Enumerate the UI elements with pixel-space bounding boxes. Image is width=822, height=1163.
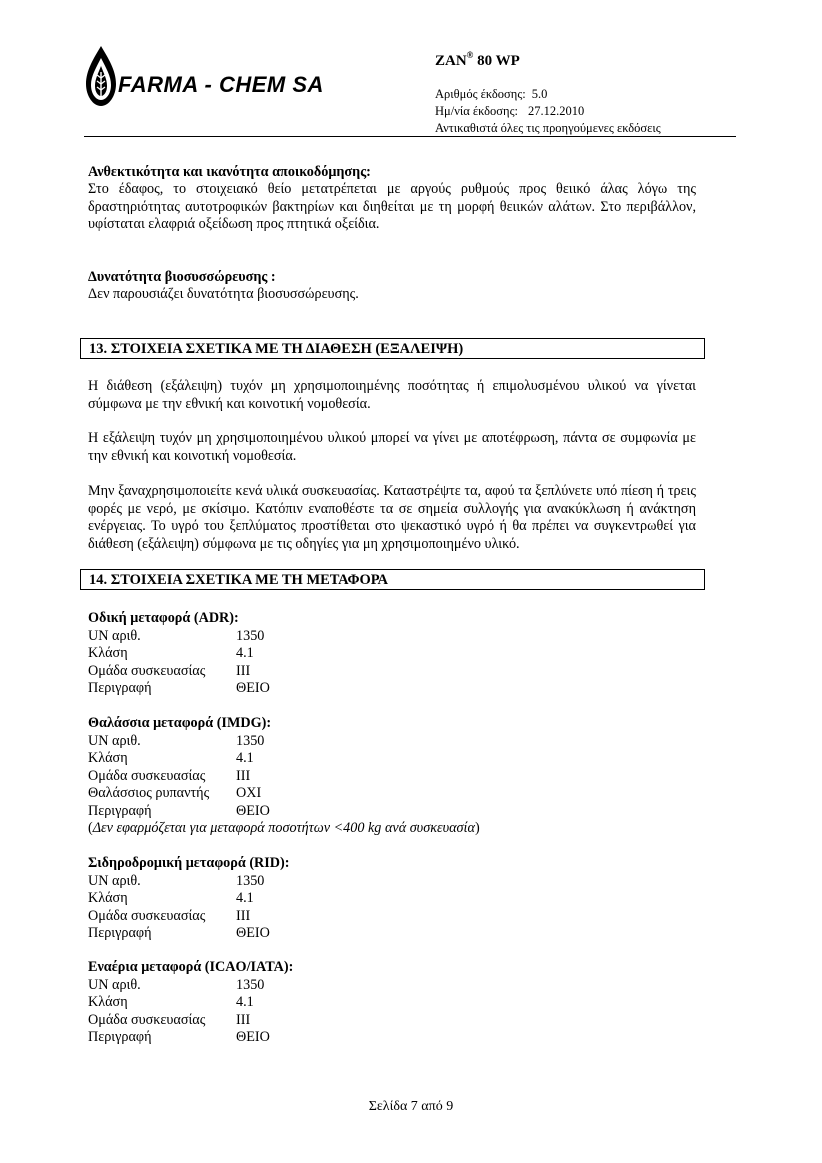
- kv-value: ΘΕΙΟ: [236, 802, 270, 819]
- kv-value: 1350: [236, 976, 265, 993]
- section-13-para-1: Η διάθεση (εξάλειψη) τυχόν μη χρησιμοποιημένης ποσότητας ή επιμολυσμένου υλικού να γίνεται σύμφωνα με την εθνική και κοινοτική νομοθεσία.: [88, 378, 696, 412]
- edition-line: [435, 87, 547, 102]
- road-transport-title: Οδική μεταφορά (ADR):: [88, 610, 239, 626]
- kv-row: [88, 663, 270, 681]
- kv-value: ΘΕΙΟ: [236, 1029, 270, 1045]
- kv-row: [88, 785, 480, 803]
- product-suffix: 80 WP: [477, 53, 520, 69]
- kv-value: 4.1: [236, 890, 254, 906]
- date-line: [435, 104, 584, 119]
- air-transport-title: Εναέρια μεταφορά (ICAO/IATA):: [88, 959, 294, 975]
- company-logo: [84, 42, 344, 112]
- kv-key: Περιγραφή: [88, 680, 152, 696]
- kv-row: [88, 803, 480, 821]
- kv-key: Ομάδα συσκευασίας: [88, 907, 206, 924]
- date-label: Ημ/νία έκδοσης:: [435, 104, 519, 118]
- kv-key: UN αριθ.: [88, 872, 141, 889]
- air-transport: [88, 959, 293, 1047]
- kv-row: [88, 1029, 293, 1047]
- rail-transport-title: Σιδηροδρομική μεταφορά (RID):: [88, 855, 290, 871]
- kv-key: Περιγραφή: [88, 1029, 152, 1045]
- kv-value: III: [236, 1011, 251, 1028]
- kv-value: 4.1: [236, 645, 254, 661]
- kv-key: Κλάση: [88, 645, 128, 661]
- kv-row: [88, 994, 293, 1012]
- kv-value: III: [236, 767, 251, 784]
- degradability-text: Στο έδαφος, το στοιχειακό θείο μετατρέπεται με αργούς ρυθμούς προς θειικό άλας λόγω της δραστηριότητας αυτοτροφικών βακτηρίων και διηθείται με τη μορφή θειικών αλάτων. Στο περιβάλλον, υφίσταται ελαφριά οξείδωση προς πτητικά οξείδια.: [88, 181, 696, 232]
- degradability-heading: Ανθεκτικότητα και ικανότητα αποικοδόμησης:: [88, 164, 371, 180]
- kv-key: Ομάδα συσκευασίας: [88, 767, 206, 784]
- sea-transport: [88, 715, 480, 838]
- edition-value: 5.0: [531, 87, 548, 101]
- kv-key: Περιγραφή: [88, 802, 152, 819]
- logo-text: FARMA - CHEM SA: [118, 72, 324, 97]
- bioaccumulation-text: Δεν παρουσιάζει δυνατότητα βιοσυσσώρευσης.: [88, 286, 359, 302]
- flame-drop-icon: [84, 44, 118, 110]
- rail-transport: [88, 855, 290, 943]
- kv-key: Θαλάσσιος ρυπαντής: [88, 785, 210, 801]
- kv-value: 4.1: [236, 750, 254, 766]
- section-13-para-3: Μην ξαναχρησιμοποιείτε κενά υλικά συσκευασίας. Καταστρέψτε τα, αφού τα ξεπλύνετε υπό πίεση ή τρεις φορές με νερό, με σκίσιμο. Κατόπιν εναποθέστε τα σε σημεία συλλογής για ανακύκλωση ή ανάκτηση ενέργειας. Το υγρό του ξεπλύματος προστίθεται στο ψεκαστικό υγρό ή θα πρέπει να συγκεντρωθεί για διάθεση (εξάλειψη) σύμφωνα με τις οδηγίες για μη χρησιμοποιημένο υλικό.: [88, 483, 696, 552]
- kv-key: UN αριθ.: [88, 976, 141, 993]
- kv-key: Περιγραφή: [88, 925, 152, 941]
- kv-key: UN αριθ.: [88, 627, 141, 644]
- kv-row: [88, 750, 480, 768]
- section-14-title: 14. ΣΤΟΙΧΕΙΑ ΣΧΕΤΙΚΑ ΜΕ ΤΗ ΜΕΤΑΦΟΡΑ: [80, 569, 705, 590]
- kv-value: 1350: [236, 627, 265, 644]
- edition-label: Αριθμός έκδοσης:: [435, 87, 526, 101]
- kv-value: 1350: [236, 872, 265, 889]
- kv-row: [88, 908, 290, 926]
- kv-key: Κλάση: [88, 750, 128, 766]
- section-13-title: 13. ΣΤΟΙΧΕΙΑ ΣΧΕΤΙΚΑ ΜΕ ΤΗ ΔΙΑΘΕΣΗ (ΕΞΑΛΕΙΨΗ): [80, 338, 705, 359]
- kv-key: Ομάδα συσκευασίας: [88, 1011, 206, 1028]
- kv-key: Ομάδα συσκευασίας: [88, 662, 206, 679]
- section-13-para-2: Η εξάλειψη τυχόν μη χρησιμοποιημένου υλικού μπορεί να γίνει με αποτέφρωση, πάντα σε συμφωνία με την εθνική και κοινοτική νομοθεσία.: [88, 430, 696, 464]
- kv-row: [88, 977, 293, 995]
- page-number: Σελίδα 7 από 9: [368, 1099, 454, 1114]
- kv-row: [88, 873, 290, 891]
- registered-mark: ®: [466, 50, 474, 60]
- kv-value: ΘΕΙΟ: [236, 925, 270, 941]
- sea-transport-note: (Δεν εφαρμόζεται για μεταφορά ποσοτήτων <400 kg ανά συσκευασία): [88, 820, 480, 836]
- date-value: 27.12.2010: [528, 104, 585, 118]
- kv-row: [88, 925, 290, 943]
- supersedes-note: Αντικαθιστά όλες τις προηγούμενες εκδόσεις: [435, 121, 661, 135]
- bioaccumulation-heading: Δυνατότητα βιοσυσσώρευσης :: [88, 269, 276, 285]
- kv-value: ΟΧΙ: [236, 785, 262, 801]
- kv-row: [88, 890, 290, 908]
- kv-value: III: [236, 907, 251, 924]
- kv-key: UN αριθ.: [88, 732, 141, 749]
- kv-value: ΘΕΙΟ: [236, 680, 270, 696]
- kv-value: III: [236, 662, 251, 679]
- kv-value: 1350: [236, 732, 265, 749]
- product-name-text: ZAN: [435, 53, 467, 69]
- kv-row: [88, 680, 270, 698]
- kv-row: [88, 645, 270, 663]
- sea-transport-title: Θαλάσσια μεταφορά (IMDG):: [88, 715, 272, 731]
- kv-row: [88, 733, 480, 751]
- sea-note-text: Δεν εφαρμόζεται για μεταφορά ποσοτήτων <400 kg ανά συσκευασία: [92, 820, 475, 836]
- product-name: [435, 50, 520, 70]
- kv-key: Κλάση: [88, 890, 128, 906]
- road-transport: [88, 610, 270, 698]
- kv-value: 4.1: [236, 994, 254, 1010]
- kv-row: [88, 768, 480, 786]
- kv-key: Κλάση: [88, 994, 128, 1010]
- kv-row: [88, 628, 270, 646]
- header-divider: [84, 136, 736, 137]
- kv-row: [88, 1012, 293, 1030]
